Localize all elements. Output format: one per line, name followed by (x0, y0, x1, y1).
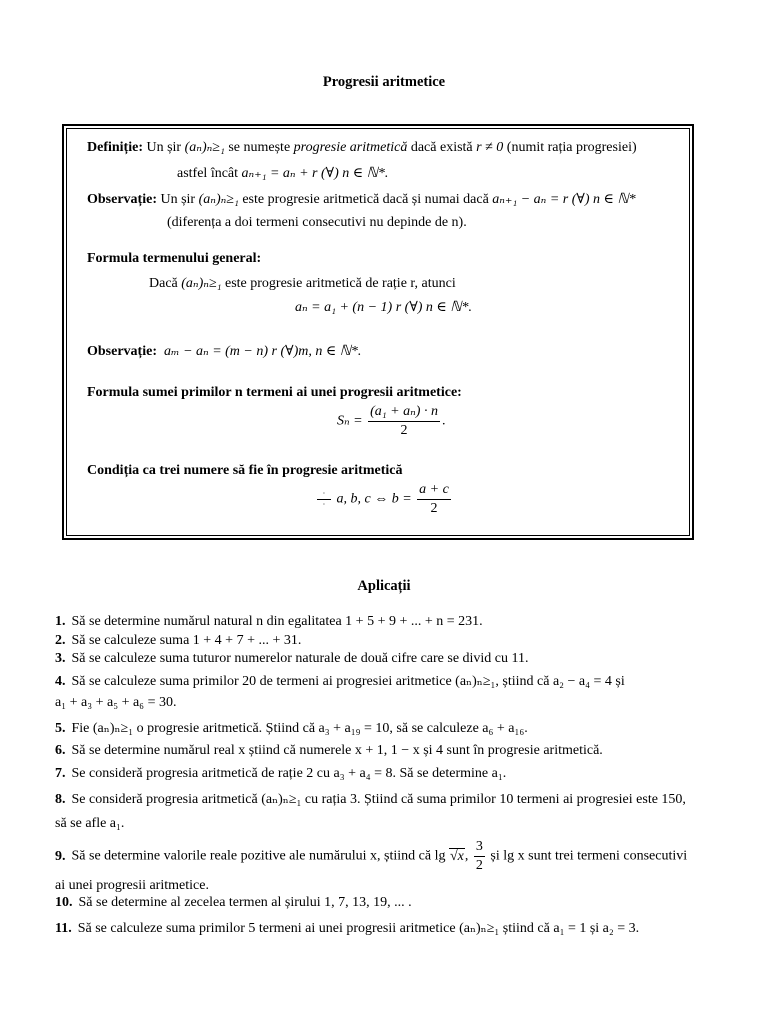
application-text: Se consideră progresia aritmetică (aₙ)ₙ≥₁ cu rația 3. Știind că suma primilor 10 termeni ai progresiei este 150, (71, 792, 686, 807)
application-8-continued (55, 816, 735, 832)
application-text-c: și lg x sunt trei termeni consecutivi (490, 848, 688, 864)
observation-1-text-2: este progresie aritmetică dacă și numai dacă (238, 192, 493, 207)
application-10 (55, 895, 735, 911)
general-term-sequence: (aₙ)ₙ≥₁ (181, 276, 222, 291)
observation-1-note: (diferența a doi termeni consecutivi nu depinde de n). (167, 215, 467, 230)
divisibility-symbol: $\frac{\cdot}{\cdot}$ (317, 489, 331, 510)
sum-formula (337, 403, 445, 440)
definition-label: Definiție: (87, 140, 143, 155)
sum-formula-lhs: Sₙ = (337, 413, 363, 429)
observation-1-sequence: (aₙ)ₙ≥₁ (198, 192, 239, 207)
sum-formula-title: Formula sumei primilor n termeni ai unei progresii aritmetice: (87, 385, 462, 400)
application-number: 2. (55, 633, 66, 648)
general-term-text-2: este progresie aritmetică de rație r, atunci (221, 276, 456, 291)
three-terms-condition-numerator: a + c (417, 481, 451, 500)
page-title: Progresii aritmetice (322, 74, 446, 90)
application-text: Să se calculeze suma primilor 5 termeni ai unei progresii aritmetice (aₙ)ₙ≥₁ știind că a₁ = 1 și a₂ = 3. (77, 921, 640, 936)
application-text: Fie (aₙ)ₙ≥₁ o progresie aritmetică. Știind că a₃ + a₁₉ = 10, să se calculeze a₆ + a₁₆. (71, 721, 528, 736)
three-terms-condition-denominator: 2 (430, 501, 438, 516)
square-root: √x (449, 848, 464, 864)
three-halves-fraction (474, 838, 485, 875)
application-6 (55, 743, 735, 759)
application-number: 8. (55, 792, 66, 807)
sum-formula-numerator: (a₁ + aₙ) · n (368, 403, 440, 422)
application-text-continued: să se afle a₁. (55, 816, 125, 831)
applications-title: Aplicații (357, 578, 411, 594)
application-5 (55, 720, 735, 737)
definition-line-2-text: astfel încât (177, 166, 242, 181)
observation-1-text-1: Un șir (156, 192, 199, 207)
application-text: Să se determine numărul natural n din egalitatea 1 + 5 + 9 + ... + n = 231. (71, 614, 483, 629)
application-text-a: Să se determine valorile reale pozitive ale numărului x, știind că lg (71, 848, 449, 864)
fraction-denominator: 2 (475, 858, 483, 873)
three-terms-condition-formula (315, 481, 453, 518)
application-number: 9. (55, 848, 66, 864)
application-11 (55, 920, 735, 937)
application-text: Să se calculeze suma tuturor numerelor naturale de două cifre care se divid cu 11. (71, 651, 529, 666)
general-term-line (149, 275, 456, 292)
application-number: 4. (55, 674, 66, 689)
application-text: Să se calculeze suma 1 + 4 + 7 + ... + 31. (71, 633, 302, 648)
application-number: 11. (55, 921, 72, 936)
sum-formula-end: . (441, 413, 446, 429)
three-terms-condition-fraction (417, 481, 451, 518)
application-9 (55, 838, 735, 875)
observation-1-label: Observație: (87, 192, 157, 207)
observation-1-formula: aₙ₊₁ − aₙ = r (∀) n ∈ ℕ* (492, 192, 636, 207)
application-1 (55, 614, 735, 630)
observation-2-formula: aₘ − aₙ = (m − n) r (∀)m, n ∈ ℕ*. (163, 344, 362, 359)
application-text-b: , (464, 848, 469, 864)
application-text: Să se calculeze suma primilor 20 de termeni ai progresiei aritmetice (aₙ)ₙ≥₁, știind că a₂ − a₄ = 4 și (71, 674, 625, 689)
application-text: Să se determine al zecelea termen al șirului 1, 7, 13, 19, ... . (78, 895, 412, 910)
definition-text-1: Un șir (142, 140, 185, 155)
application-text-continued: ai unei progresii aritmetice. (55, 878, 209, 893)
general-term-formula: aₙ = a₁ + (n − 1) r (∀) n ∈ ℕ*. (295, 300, 473, 315)
definition-sequence: (aₙ)ₙ≥₁ (184, 140, 225, 155)
application-8 (55, 791, 735, 808)
application-7 (55, 766, 735, 782)
application-3 (55, 651, 735, 667)
general-term-text-1: Dacă (149, 276, 182, 291)
definition-line-2 (177, 165, 388, 182)
observation-2-line (87, 343, 361, 360)
application-2 (55, 633, 735, 649)
application-text: Se consideră progresia aritmetică de rație 2 cu a₃ + a₄ = 8. Să se determine a₁. (71, 766, 507, 781)
application-4-continued (55, 695, 735, 711)
definition-formula: aₙ₊₁ = aₙ + r (∀) n ∈ ℕ*. (241, 166, 389, 181)
definition-text-4: (numit rația progresiei) (503, 140, 637, 155)
application-4 (55, 673, 735, 690)
sum-formula-denominator: 2 (400, 423, 408, 438)
general-term-title: Formula termenului general: (87, 251, 262, 266)
application-number: 1. (55, 614, 66, 629)
observation-1-line (87, 191, 636, 208)
definition-italic: progresie aritmetică (293, 140, 408, 155)
fraction-numerator: 3 (474, 838, 485, 857)
three-terms-condition-title: Condiția ca trei numere să fie în progresie aritmetică (87, 463, 403, 478)
application-text-continued: a₁ + a₃ + a₅ + a₆ = 30. (55, 695, 177, 710)
application-number: 10. (55, 895, 73, 910)
definition-line (87, 139, 637, 156)
definition-text-3: dacă există (407, 140, 477, 155)
application-number: 6. (55, 743, 66, 758)
application-number: 7. (55, 766, 66, 781)
application-number: 5. (55, 721, 66, 736)
definition-text-2: se numește (224, 140, 294, 155)
application-number: 3. (55, 651, 66, 666)
theory-box-inner (66, 128, 690, 536)
three-terms-condition-lhs: a, b, c ⇔ b = (336, 491, 412, 507)
theory-box (62, 124, 694, 540)
definition-condition: r ≠ 0 (476, 140, 504, 155)
observation-2-label: Observație: (87, 344, 157, 359)
sum-formula-fraction (368, 403, 440, 440)
application-text: Să se determine numărul real x știind că numerele x + 1, 1 − x și 4 sunt în progresie aritmetică. (71, 743, 603, 758)
application-9-continued (55, 878, 735, 894)
